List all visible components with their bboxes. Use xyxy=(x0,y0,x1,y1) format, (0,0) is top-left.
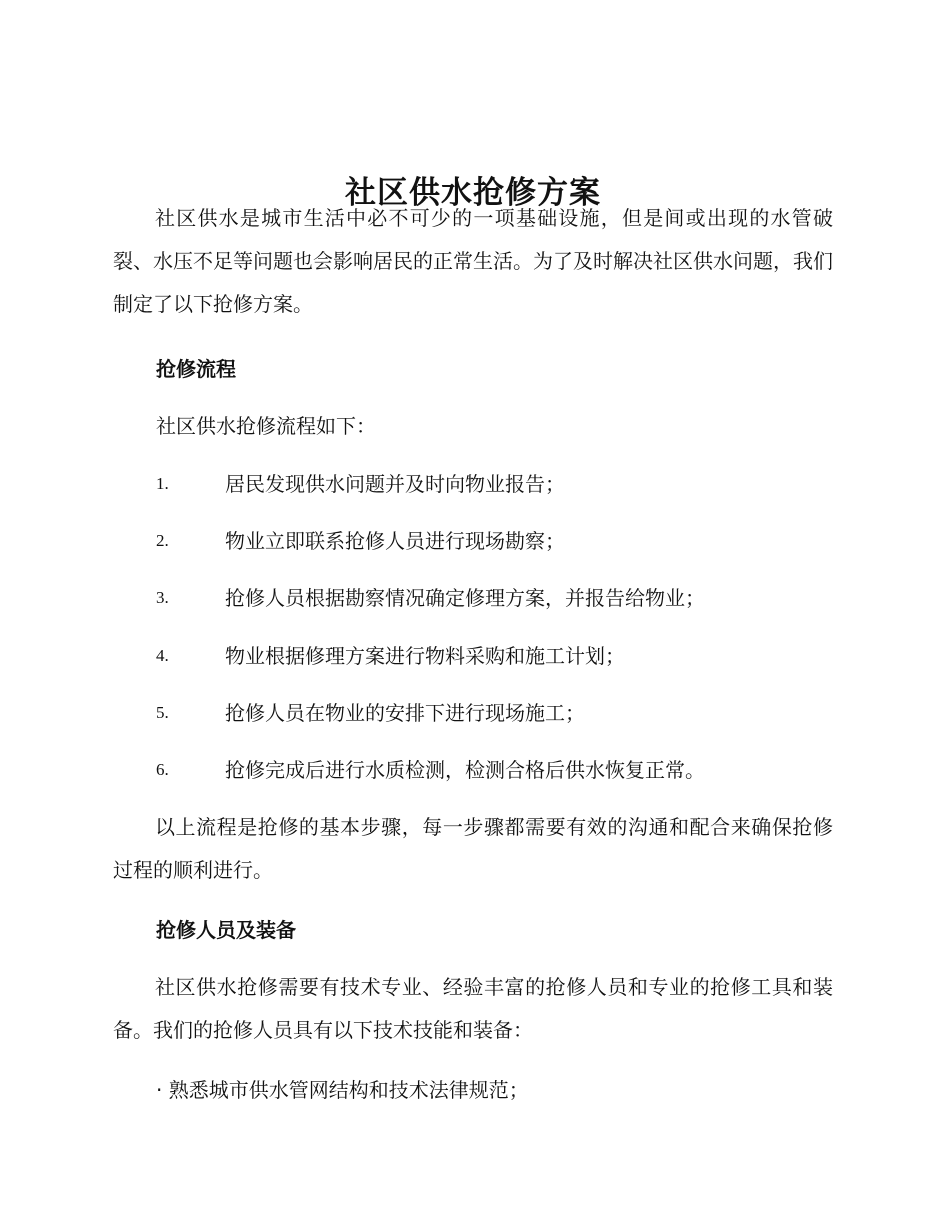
list-item xyxy=(156,583,836,613)
section-heading-process: 抢修流程 xyxy=(156,357,236,381)
intro-paragraph: 社区供水是城市生活中必不可少的一项基础设施，但是间或出现的水管破裂、水压不足等问题也会影响居民的正常生活。为了及时解决社区供水问题，我们制定了以下抢修方案。 xyxy=(113,206,833,316)
process-lead-text: 社区供水抢修流程如下： xyxy=(156,414,376,438)
list-item-text: 抢修人员根据勘察情况确定修理方案，并报告给物业； xyxy=(225,586,705,610)
list-item xyxy=(156,469,836,499)
list-item xyxy=(156,698,836,728)
document-title: 社区供水抢修方案 xyxy=(345,174,601,211)
list-item-text: 物业立即联系抢修人员进行现场勘察； xyxy=(225,529,565,553)
list-item-number: 1. xyxy=(156,474,169,493)
list-item-text: 抢修人员在物业的安排下进行现场施工； xyxy=(225,701,585,725)
list-item-number: 6. xyxy=(156,760,169,779)
list-item-text: 抢修完成后进行水质检测，检测合格后供水恢复正常。 xyxy=(225,758,705,782)
bullet-item: · 熟悉城市供水管网结构和技术法律规范； xyxy=(156,1078,529,1102)
list-item-number: 5. xyxy=(156,703,169,722)
section-heading-staff-equipment: 抢修人员及装备 xyxy=(156,918,296,942)
list-item xyxy=(156,641,836,671)
list-item xyxy=(156,526,836,556)
list-item-number: 4. xyxy=(156,646,169,665)
list-item-number: 2. xyxy=(156,531,169,550)
process-summary-paragraph: 以上流程是抢修的基本步骤，每一步骤都需要有效的沟通和配合来确保抢修过程的顺利进行。 xyxy=(113,815,833,882)
list-item-text: 居民发现供水问题并及时向物业报告； xyxy=(225,472,565,496)
list-item-number: 3. xyxy=(156,588,169,607)
list-item xyxy=(156,755,836,785)
list-item-text: 物业根据修理方案进行物料采购和施工计划； xyxy=(225,644,625,668)
staff-intro-paragraph: 社区供水抢修需要有技术专业、经验丰富的抢修人员和专业的抢修工具和装备。我们的抢修人员具有以下技术技能和装备： xyxy=(113,975,833,1042)
